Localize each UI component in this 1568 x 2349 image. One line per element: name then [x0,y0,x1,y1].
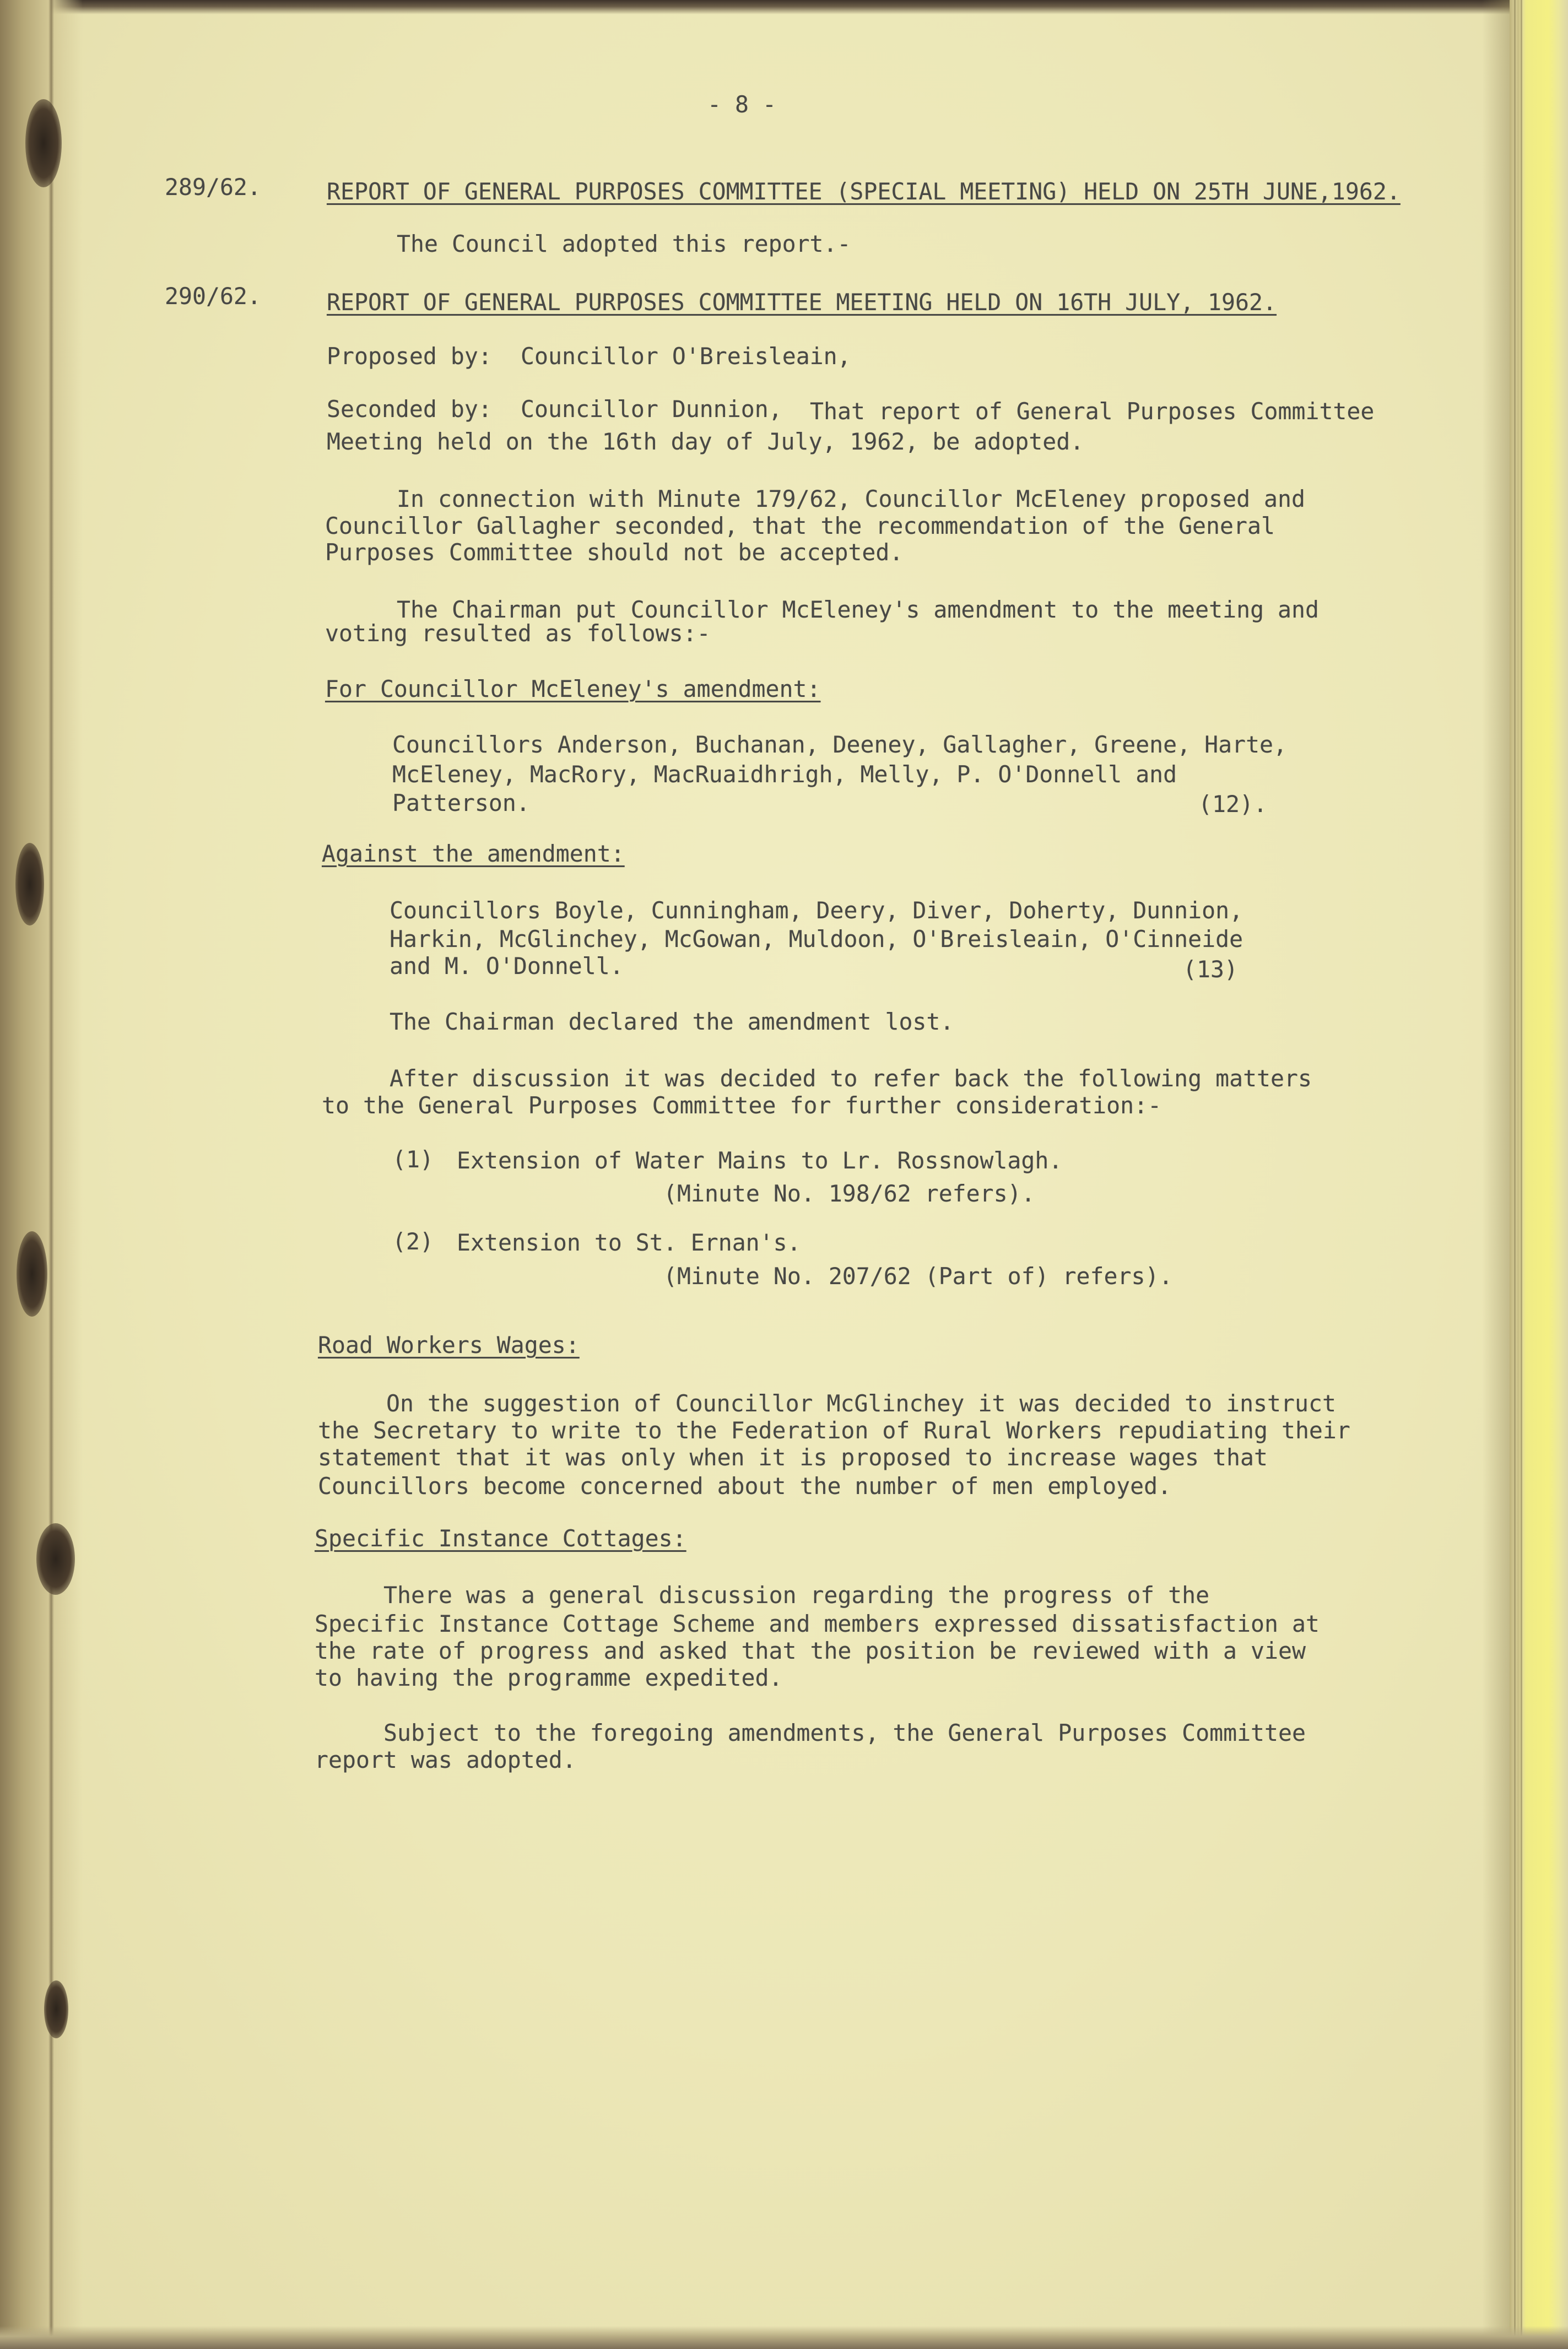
page-edge-stack [1510,0,1568,2349]
paragraph-line: report was adopted. [315,1746,576,1773]
binding-hole [15,843,44,925]
motion-line: Meeting held on the 16th day of July, 1962, be adopted. [327,428,1084,455]
councillor-list-line: Harkin, McGlinchey, McGowan, Muldoon, O'Breisleain, O'Cinneide [390,925,1243,952]
matter-title: Extension of Water Mains to Lr. Rossnowlagh. [457,1147,1063,1174]
minute-resolution: The Council adopted this report.- [397,230,851,257]
paragraph-line: the Secretary to write to the Federation of Rural Workers repudiating their [318,1417,1350,1444]
page-edge-line [1521,0,1522,2349]
paragraph-line: On the suggestion of Councillor McGlinchey it was decided to instruct [386,1390,1336,1417]
councillor-list-line: Patterson. [392,789,530,816]
minute-number: 290/62. [165,283,261,310]
top-edge-shadow [0,0,1568,14]
matter-number: (2) [392,1228,434,1255]
paragraph-line: the rate of progress and asked that the position be reviewed with a view [315,1637,1306,1664]
binding-strip [0,0,83,2349]
vote-count: (13) [1183,956,1238,983]
binding-hole [25,99,62,187]
amendment-result: The Chairman declared the amendment lost. [390,1008,954,1035]
matter-reference: (Minute No. 198/62 refers). [663,1180,1035,1207]
paragraph-line: to having the programme expedited. [315,1664,783,1691]
paragraph-line: Subject to the foregoing amendments, the General Purposes Committee [383,1719,1306,1746]
seconder-name: Councillor Dunnion, [521,396,782,423]
matter-number: (1) [392,1146,434,1173]
paragraph-line: The Chairman put Councillor McEleney's amendment to the meeting and [397,596,1320,623]
vote-count: (12). [1198,791,1267,818]
paragraph-line: Councillor Gallagher seconded, that the recommendation of the General [325,512,1275,539]
paragraph-line: statement that it was only when it is proposed to increase wages that [318,1444,1268,1471]
councillor-list-line: McEleney, MacRory, MacRuaidhrigh, Melly, P. O'Donnell and [392,761,1177,788]
paragraph-line: After discussion it was decided to refer back the following matters [390,1065,1312,1092]
page-number: - 8 - [707,91,776,118]
seconded-label: Seconded by: [327,396,492,423]
section-heading: Against the amendment: [322,840,625,867]
bottom-edge-shadow [0,2326,1568,2349]
matter-title: Extension to St. Ernan's. [457,1229,801,1256]
paragraph-line: to the General Purposes Committee for further consideration:- [322,1092,1162,1119]
proposer-name: Councillor O'Breisleain, [521,343,851,370]
matter-reference: (Minute No. 207/62 (Part of) refers). [663,1263,1173,1290]
binding-hole [17,1231,47,1317]
paragraph-line: In connection with Minute 179/62, Councillor McEleney proposed and [397,485,1306,512]
page-edge-line [1514,0,1516,2349]
binding-hole [44,1980,68,2038]
binding-hole [36,1523,75,1595]
paragraph-line: voting resulted as follows:- [325,620,711,647]
section-heading: Specific Instance Cottages: [315,1525,686,1552]
minute-number: 289/62. [165,174,261,201]
section-heading: For Councillor McEleney's amendment: [325,675,821,702]
paragraph-line: Purposes Committee should not be accepted. [325,539,904,566]
councillor-list-line: Councillors Anderson, Buchanan, Deeney, Gallagher, Greene, Harte, [392,731,1288,758]
minute-heading: REPORT OF GENERAL PURPOSES COMMITTEE MEETING HELD ON 16TH JULY, 1962. [327,289,1277,316]
councillor-list-line: and M. O'Donnell. [390,952,624,979]
paragraph-line: Specific Instance Cottage Scheme and members expressed dissatisfaction at [315,1610,1320,1637]
paragraph-line: There was a general discussion regarding the progress of the [383,1582,1210,1609]
councillor-list-line: Councillors Boyle, Cunningham, Deery, Diver, Doherty, Dunnion, [390,897,1243,924]
minute-heading: REPORT OF GENERAL PURPOSES COMMITTEE (SPECIAL MEETING) HELD ON 25TH JUNE,1962. [327,178,1401,205]
section-heading: Road Workers Wages: [318,1332,580,1358]
proposed-label: Proposed by: [327,343,492,370]
paragraph-line: Councillors become concerned about the number of men employed. [318,1473,1172,1500]
motion-line: That report of General Purposes Committee [810,398,1375,425]
